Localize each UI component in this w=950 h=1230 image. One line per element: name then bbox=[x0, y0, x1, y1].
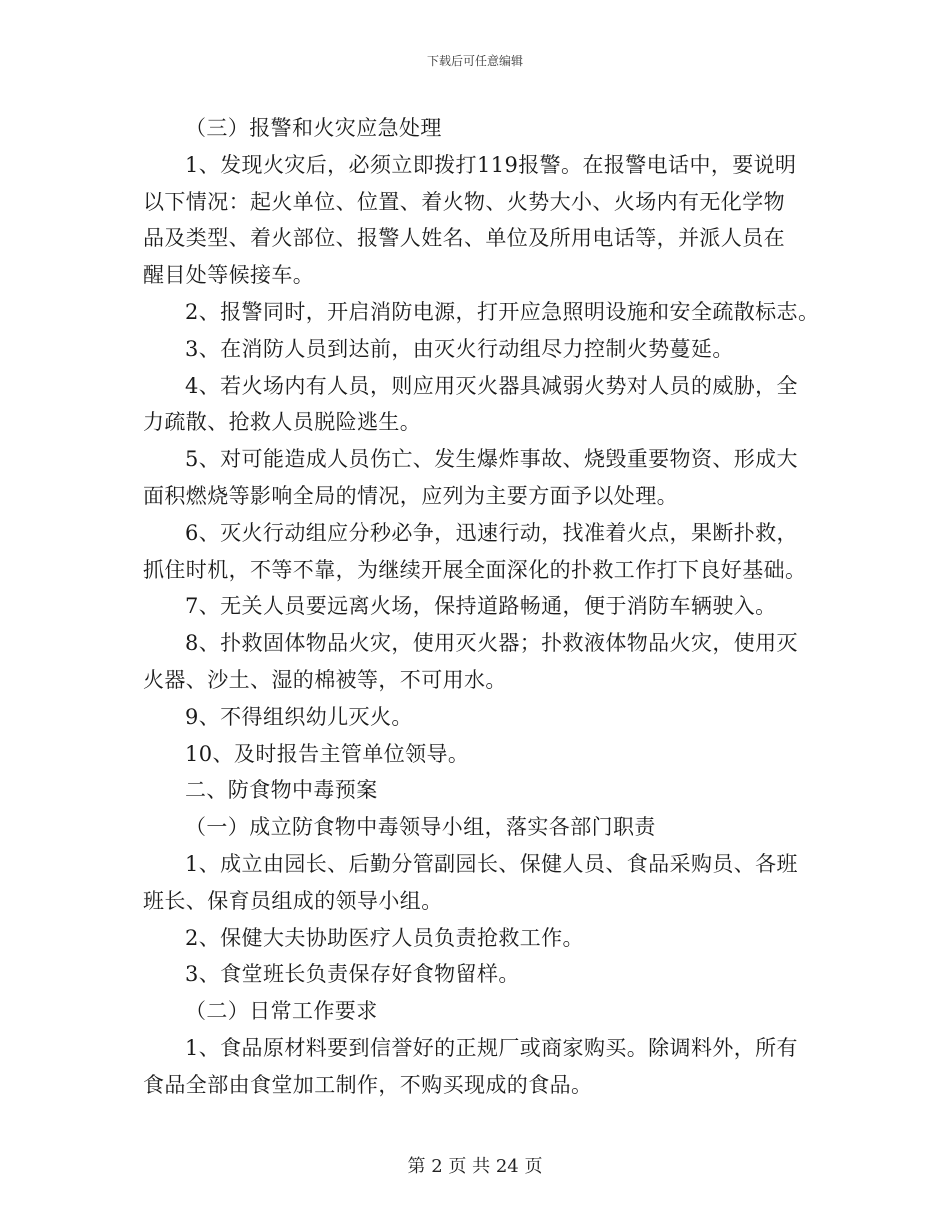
text-line: 3、在消防人员到达前，由灭火行动组尽力控制火势蔓延。 bbox=[185, 336, 734, 361]
text-line: 品及类型、着火部位、报警人姓名、单位及所用电话等，并派人员在 bbox=[143, 226, 785, 251]
text-line: 面积燃烧等影响全局的情况，应列为主要方面予以处理。 bbox=[143, 483, 678, 508]
text-line: 火器、沙土、湿的棉被等，不可用水。 bbox=[143, 667, 507, 692]
text-line: （三）报警和火灾应急处理 bbox=[185, 116, 442, 140]
text-line: （二）日常工作要求 bbox=[185, 999, 378, 1024]
text-line: 4、若火场内有人员，则应用灭火器具减弱火势对人员的威胁，全 bbox=[185, 373, 798, 398]
text-line: 9、不得组织幼儿灭火。 bbox=[185, 704, 413, 729]
text-line: 2、保健大夫协助医疗人员负责抢救工作。 bbox=[185, 925, 584, 950]
text-line: 1、食品原材料要到信誉好的正规厂或商家购买。除调料外，所有 bbox=[185, 1035, 798, 1060]
text-line: 8、扑救固体物品火灾，使用灭火器；扑救液体物品火灾，使用灭 bbox=[185, 631, 798, 656]
document-body bbox=[143, 110, 823, 1104]
text-line: 5、对可能造成人员伤亡、发生爆炸事故、烧毁重要物资、形成大 bbox=[185, 447, 798, 472]
text-line: 抓住时机，不等不靠，为继续开展全面深化的扑救工作打下良好基础。 bbox=[143, 557, 807, 582]
text-line: 2、报警同时，开启消防电源，打开应急照明设施和安全疏散标志。 bbox=[185, 299, 820, 324]
text-line: 食品全部由食堂加工制作，不购买现成的食品。 bbox=[143, 1072, 593, 1097]
text-line: （一）成立防食物中毒领导小组，落实各部门职责 bbox=[185, 815, 656, 840]
text-line: 力疏散、抢救人员脱险逃生。 bbox=[143, 410, 422, 435]
text-line: 1、发现火灾后，必须立即拨打119报警。在报警电话中，要说明 bbox=[185, 152, 797, 177]
page-footer: 第 2 页 共 24 页 bbox=[407, 1156, 543, 1177]
text-line: 1、成立由园长、后勤分管副园长、保健人员、食品采购员、各班 bbox=[185, 851, 798, 876]
text-line: 二、防食物中毒预案 bbox=[185, 778, 378, 803]
page-header: 下载后可任意编辑 bbox=[426, 54, 523, 68]
text-line: 3、食堂班长负责保存好食物留样。 bbox=[185, 962, 520, 987]
text-line: 6、灭火行动组应分秒必争，迅速行动，找准着火点，果断扑救， bbox=[185, 520, 798, 545]
text-line: 10、及时报告主管单位领导。 bbox=[185, 741, 470, 766]
text-line: 醒目处等候接车。 bbox=[143, 263, 315, 288]
text-line: 班长、保育员组成的领导小组。 bbox=[143, 888, 443, 913]
text-line: 7、无关人员要远离火场，保持道路畅通，便于消防车辆驶入。 bbox=[185, 594, 777, 619]
text-line: 以下情况：起火单位、位置、着火物、火势大小、火场内有无化学物 bbox=[143, 189, 785, 214]
